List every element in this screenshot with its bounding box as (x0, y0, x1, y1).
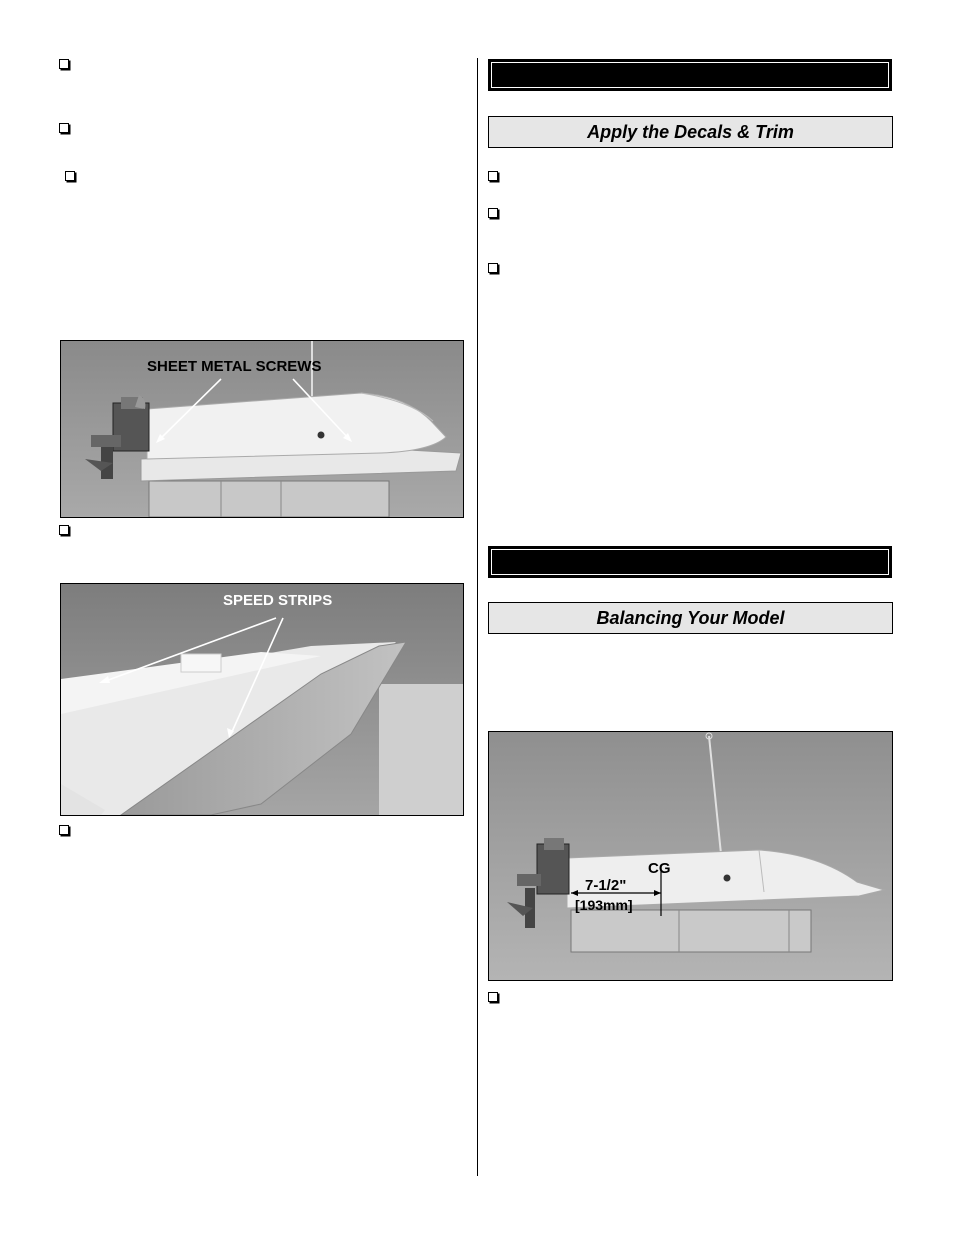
section-header-bar (488, 546, 892, 578)
photo-balancing-cg (488, 731, 893, 981)
checkbox[interactable] (59, 59, 69, 69)
cg-metric: [193mm] (575, 897, 633, 913)
checkbox[interactable] (65, 171, 75, 181)
checkbox[interactable] (488, 992, 498, 1002)
screws-label: SHEET METAL SCREWS (147, 358, 322, 375)
speed-strips-illustration (61, 584, 463, 815)
balance-heading-text: Balancing Your Model (596, 607, 785, 628)
decals-heading (488, 116, 893, 148)
balance-heading (488, 602, 893, 634)
cg-label: CG (648, 860, 671, 877)
strips-label: SPEED STRIPS (223, 592, 333, 609)
checkbox[interactable] (488, 208, 498, 218)
section-header-bar (488, 59, 892, 91)
cg-distance: 7-1/2" (585, 877, 627, 894)
photo-speed-strips (60, 583, 464, 816)
checkbox[interactable] (59, 123, 69, 133)
boat-side-illustration (61, 341, 463, 517)
checkbox[interactable] (59, 525, 69, 535)
photo-sheet-metal-screws (60, 340, 464, 518)
checkbox[interactable] (59, 825, 69, 835)
decals-heading-text: Apply the Decals & Trim (587, 121, 794, 142)
checkbox[interactable] (488, 171, 498, 181)
checkbox[interactable] (488, 263, 498, 273)
column-divider (477, 58, 478, 1176)
cg-balance-illustration (489, 732, 892, 980)
